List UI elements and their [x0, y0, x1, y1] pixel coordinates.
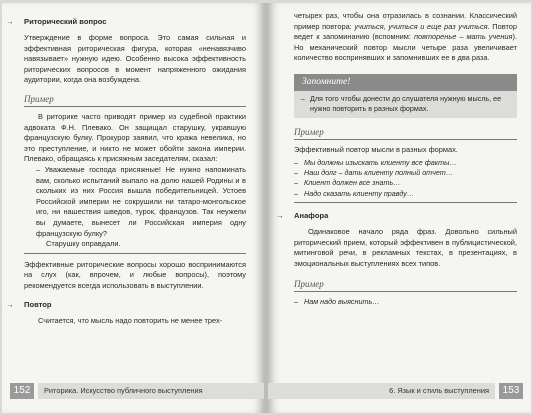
paragraph-anaphora: Одинаковое начало ряда фраз. Довольно сильный риторический прием, который эффективен в публицистической, митинговой речи, в рекламных текстах, в презентациях, в эмоциональных выступлениях всех типов.	[294, 227, 517, 268]
section-heading-anaphora: → Анафора	[276, 211, 329, 221]
remember-box	[294, 74, 517, 118]
example-outcome: Старушку оправдали.	[46, 239, 121, 249]
book-spread	[2, 3, 531, 413]
example-intro: Эффективный повтор мысли в разных формах.	[294, 144, 458, 154]
paragraph-after-example: Эффективные риторические вопросы хорошо воспринимаются на слух (как, впрочем, и любые вопросы), поэтому рекомендуется всегда использовать в выступлении.	[24, 259, 246, 290]
example-quote: – Уважаемые господа присяжные! Не нужно напоминать вам, сколько испытаний выпало на долю нашей Родины и в скольких из них Россия вышла победительницей. Устоев Российской империи не сокрушили ни татаро-монгольское иго, ни нашествия шведов, турок, французов. Так неужели вы думаете, вынесет ли Российская империя одну французскую булку?	[36, 164, 246, 238]
example-list	[294, 158, 517, 200]
example-label: Пример	[24, 94, 246, 107]
example-box-anaphora	[294, 279, 517, 307]
running-title: Риторика. Искусство публичного выступления	[44, 386, 203, 395]
divider	[24, 253, 246, 254]
paragraph-rhetorical-question: Утверждение в форме вопроса. Это самая сильная и эффективная риторическая фигура, которая «ненавязчиво навязывает» нужную идею. Особенно высока эффективность риторических вопросов в момент напряженного ожидания аудитории, когда она возбуждена.	[24, 33, 246, 85]
section-heading-rhetorical-question: → Риторический вопрос	[6, 17, 107, 26]
paragraph-repeat: Считается, что мысль надо повторить не менее трех-	[38, 316, 223, 326]
example-label: Пример	[294, 279, 517, 292]
remember-title: Запомните!	[294, 74, 517, 91]
page-footer	[268, 383, 531, 399]
list-item: – Надо сказать клиенту правду…	[294, 189, 517, 199]
example-box	[294, 127, 517, 203]
list-item: – Наш долг – дать клиенту полный отчет…	[294, 168, 517, 178]
page-footer	[2, 383, 264, 399]
list-item: – Нам надо выяснить…	[294, 297, 517, 307]
section-heading-repeat: → Повтор	[6, 300, 52, 310]
arrow-icon: →	[276, 211, 284, 221]
divider	[294, 202, 517, 203]
right-page	[268, 3, 531, 413]
left-page	[2, 3, 264, 413]
remember-body: → Для того чтобы донести до слушателя нужную мысль, ее нужно повторить в разных формах.	[294, 91, 517, 118]
page-number: 153	[499, 383, 523, 399]
page-number: 152	[10, 383, 34, 399]
running-title: 6. Язык и стиль выступления	[389, 386, 489, 395]
list-item: – Мы должны изыскать клиенту все факты…	[294, 158, 517, 168]
example-label: Пример	[294, 127, 517, 140]
arrow-icon: →	[6, 300, 14, 310]
example-box	[24, 94, 246, 254]
example-intro: В риторике часто приводят пример из судебной практики адвоката Ф.Н. Плевако. Он защищал старушку, укравшую французскую булку. Прокурор заявил, что кража невелика, но это преступление, и никто не может обойти закона империи. Плевако, обращаясь к присяжным заседателям, сказал:	[24, 111, 246, 164]
paragraph-repeat-continued: четырех раз, чтобы она отразилась в сознании. Классический пример повтора: учиться, учиться и еще раз учиться. Повтор ведет к запоминанию (вспомним: повторенье – мать учения). Но механический повтор мысли четыре раза увеличивает количество воспринявших и запомнивших ее в два раза.	[294, 11, 517, 63]
arrow-icon: →	[299, 93, 307, 103]
arrow-icon: →	[6, 17, 14, 26]
example-list	[294, 297, 517, 307]
list-item: – Клиент должен все знать…	[294, 178, 517, 188]
